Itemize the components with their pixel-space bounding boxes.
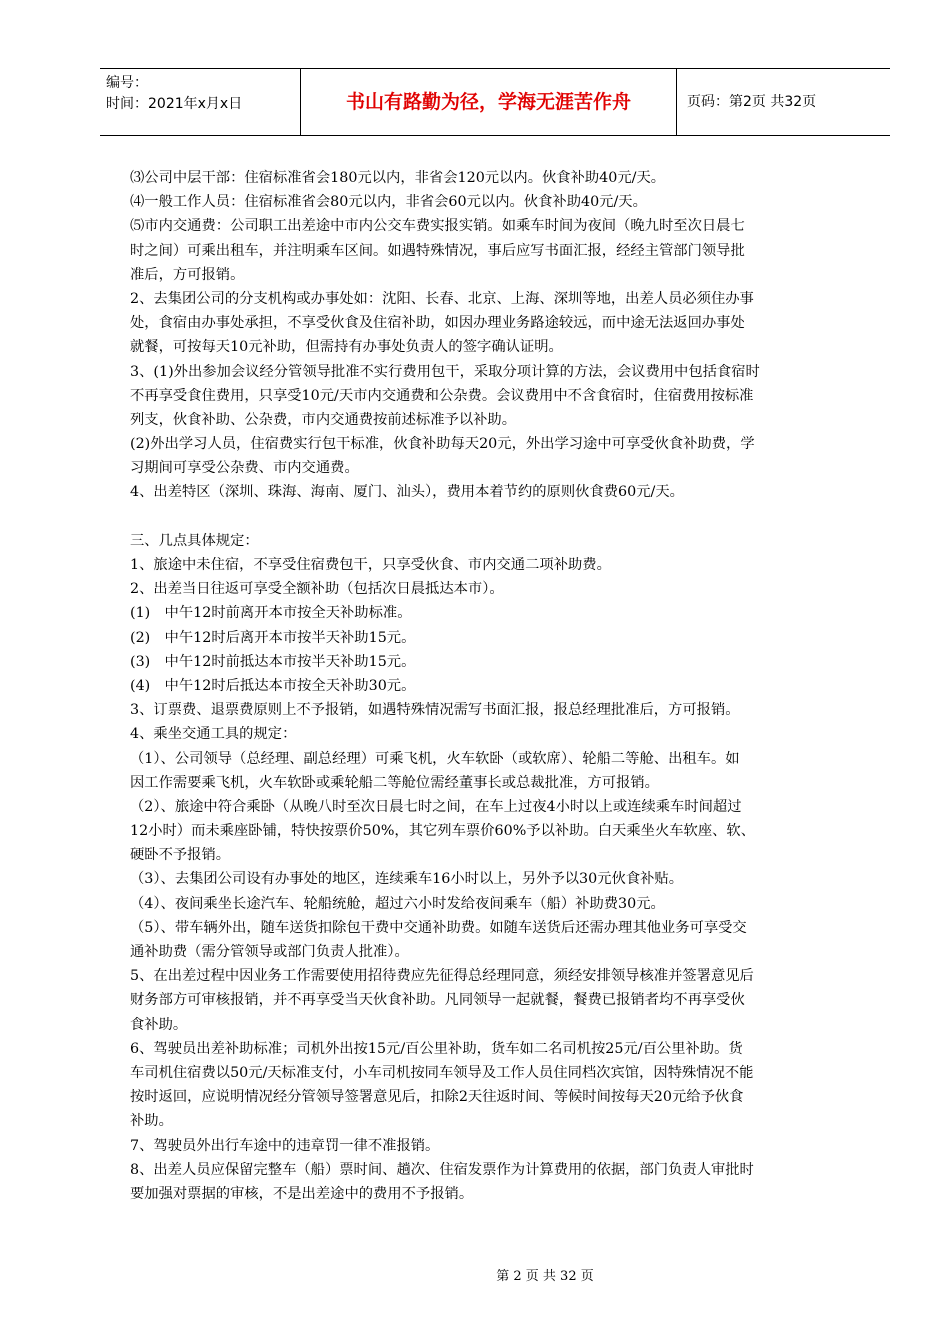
text-line: ⑷一般工作人员：住宿标准省会80元以内，非省会60元以内。伙食补助40元/天。 <box>130 194 647 211</box>
text-line: 硬卧不予报销。 <box>130 847 231 864</box>
text-line: 12小时）而未乘座卧铺，特快按票价50%，其它列车票价60%予以补助。白天乘坐火车软座、软、 <box>130 823 756 840</box>
header-motto: 书山有路勤为径，学海无涯苦作舟 <box>345 91 631 113</box>
text-line: 因工作需要乘飞机，火车软卧或乘轮船二等舱位需经董事长或总裁批准，方可报销。 <box>130 774 659 791</box>
text-line: 2、出差当日往返可享受全额补助（包括次日晨抵达本市）。 <box>130 581 504 598</box>
text-line: (4) 中午12时后抵达本市按全天补助30元。 <box>130 677 416 694</box>
blank-line <box>130 505 866 529</box>
text-line: 时之间）可乘出租车，并注明乘车区间。如遇特殊情况，事后应写书面汇报，经经主管部门领导批 <box>130 242 745 259</box>
text-line: (1) 中午12时前离开本市按全天补助标准。 <box>130 605 412 622</box>
text-line: ⑶公司中层干部：住宿标准省会180元以内，非省会120元以内。伙食补助40元/天。 <box>130 170 666 186</box>
text-line: 4、乘坐交通工具的规定： <box>130 726 297 743</box>
text-line: 按时返回，应说明情况经分管领导签署意见后，扣除2天往返时间、等候时间按每天20元给予伙食 <box>130 1089 744 1106</box>
text-line: (3) 中午12时前抵达本市按半天补助15元。 <box>130 653 416 670</box>
document-number-label: 编号： <box>106 75 148 91</box>
text-line: 8、出差人员应保留完整车（船）票时间、趟次、住宿发票作为计算费用的依据，部门负责人审批时 <box>130 1161 754 1178</box>
text-line: （1）、公司领导（总经理、副总经理）可乘飞机，火车软卧（或软席）、轮船二等舱、出租车。如 <box>130 750 740 767</box>
text-line: 就餐，可按每天10元补助，但需持有办事处负责人的签字确认证明。 <box>130 339 563 356</box>
text-line: （4）、夜间乘坐长途汽车、轮船统舱，超过六小时发给夜间乘车（船）补助费30元。 <box>130 895 665 912</box>
text-line: 3、订票费、退票费原则上不予报销，如遇特殊情况需写书面汇报，报总经理批准后，方可报销。 <box>130 702 740 719</box>
text-line: 处，食宿由办事处承担，不享受伙食及住宿补助，如因办理业务路途较远，而中途无法返回办事处 <box>130 315 745 332</box>
page-footer: 第 2 页 共 32 页 <box>496 1269 594 1284</box>
header-page-cell <box>677 69 890 135</box>
header-meta-cell <box>100 69 301 135</box>
document-body <box>130 166 866 1206</box>
text-line: 5、在出差过程中因业务工作需要使用招待费应先征得总经理同意，须经安排领导核准并签署意见后 <box>130 968 754 985</box>
text-line: 4、出差特区（深圳、珠海、海南、厦门、汕头），费用本着节约的原则伙食费60元/天。 <box>130 484 684 501</box>
text-line: 1、旅途中未住宿，不享受住宿费包干，只享受伙食、市内交通二项补助费。 <box>130 557 611 573</box>
text-line: 3、(1)外出参加会议经分管领导批准不实行费用包干，采取分项计算的方法，会议费用中包括食宿时 <box>130 363 760 380</box>
text-line: 不再享受食住费用，只享受10元/天市内交通费和公杂费。会议费用中不含食宿时，住宿费用按标准 <box>130 387 754 404</box>
text-line: （3）、去集团公司设有办事处的地区，连续乘车16小时以上，另外予以30元伙食补贴。 <box>130 871 684 888</box>
text-line: （5）、带车辆外出，随车送货扣除包干费中交通补助费。如随车送货后还需办理其他业务可享受交 <box>130 919 747 936</box>
text-line: 补助。 <box>130 1113 173 1130</box>
text-line: 通补助费（需分管领导或部门负责人批准）。 <box>130 944 409 960</box>
text-line: 列支，伙食补助、公杂费，市内交通费按前述标准予以补助。 <box>130 411 517 428</box>
header-motto-cell <box>301 69 677 135</box>
text-line: 习期间可享受公杂费、市内交通费。 <box>130 460 359 477</box>
text-line: (2)外出学习人员，住宿费实行包干标准，伙食补助每天20元，外出学习途中可享受伙食补助费，学 <box>130 436 755 453</box>
text-line: 食补助。 <box>130 1016 188 1033</box>
header-page-info: 页码：第2页 共32页 <box>687 94 817 110</box>
document-time-label: 时间：2021年x月x日 <box>106 96 243 112</box>
text-line: 三、几点具体规定： <box>130 532 259 549</box>
text-line: 7、驾驶员外出行车途中的违章罚一律不准报销。 <box>130 1137 440 1154</box>
text-line: 要加强对票据的审核，不是出差途中的费用不予报销。 <box>130 1185 474 1202</box>
text-line: 车司机住宿费以50元/天标准支付，小车司机按同车领导及工作人员住同档次宾馆，因特殊情况不能 <box>130 1064 754 1081</box>
text-line: ⑸市内交通费：公司职工出差途中市内公交车费实报实销。如乘车时间为夜间（晚九时至次日晨七 <box>130 218 745 235</box>
text-line: 6、驾驶员出差补助标准；司机外出按15元/百公里补助，货车如二名司机按25元/百公里补助。货 <box>130 1040 743 1057</box>
text-line: (2) 中午12时后离开本市按半天补助15元。 <box>130 629 416 646</box>
text-line: 2、去集团公司的分支机构或办事处如：沈阳、长春、北京、上海、深圳等地，出差人员必须住办事 <box>130 290 754 307</box>
text-line: 准后，方可报销。 <box>130 266 245 283</box>
page-header <box>100 68 890 136</box>
text-line: （2）、旅途中符合乘卧（从晚八时至次日晨七时之间，在车上过夜4小时以上或连续乘车时间超过 <box>130 798 742 815</box>
text-line: 财务部方可审核报销，并不再享受当天伙食补助。凡同领导一起就餐，餐费已报销者均不再享受伙 <box>130 992 745 1009</box>
